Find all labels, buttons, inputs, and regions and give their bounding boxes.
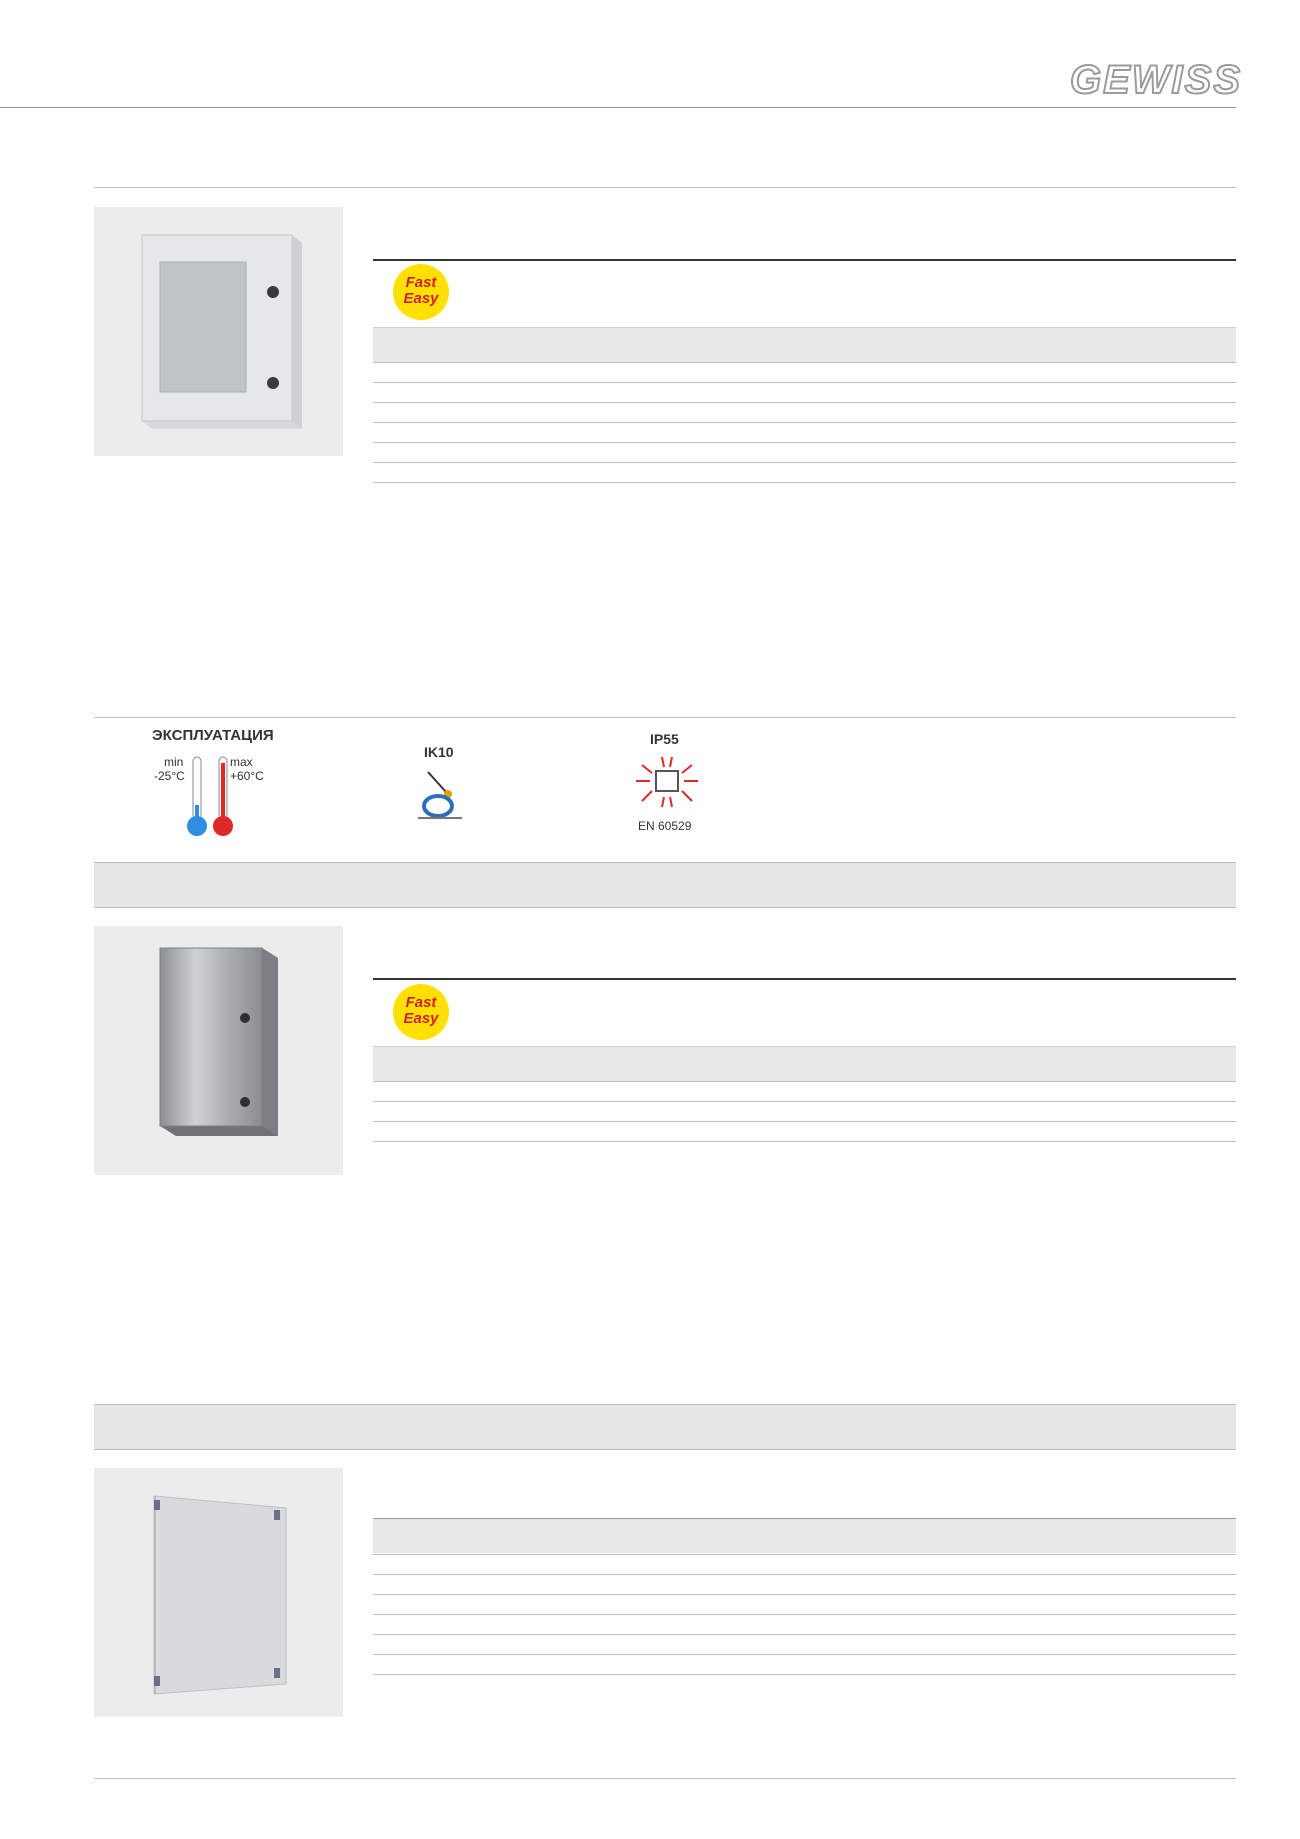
table-row (373, 1594, 1236, 1595)
section2-table-header (373, 1046, 1236, 1081)
icons-top-rule (94, 717, 1236, 718)
footer-rule (94, 1778, 1236, 1779)
table-row (373, 482, 1236, 483)
product-photo-panel (94, 1468, 343, 1717)
section1-table-top-rule (373, 259, 1236, 261)
section3-table-header (373, 1519, 1236, 1553)
table-row (373, 462, 1236, 463)
table-row (373, 382, 1236, 383)
brand-logo: GEWISS (1070, 58, 1243, 102)
table-row (373, 362, 1236, 363)
fast-easy-badge: Fast Easy (393, 984, 449, 1040)
table-row (373, 402, 1236, 403)
table-row (373, 1554, 1236, 1555)
header-rule (0, 107, 1236, 108)
section2-title-band (94, 862, 1236, 908)
table-row (373, 1674, 1236, 1675)
table-row (373, 1081, 1236, 1082)
table-row (373, 1634, 1236, 1635)
product-photo-window-enclosure (94, 207, 343, 456)
fast-easy-badge: Fast Easy (393, 264, 449, 320)
table-row (373, 442, 1236, 443)
operation-temperature-icon: ЭКСПЛУАТАЦИЯ min -25°C max +60°C (150, 727, 280, 837)
table-row (373, 1614, 1236, 1615)
table-row (373, 1121, 1236, 1122)
table-row (373, 1141, 1236, 1142)
impact-ik10-icon: IK10 (410, 740, 470, 830)
ip55-protection-icon: IP55 EN 60529 (638, 731, 692, 833)
product-photo-steel-enclosure (94, 926, 343, 1175)
section3-title-band (94, 1404, 1236, 1450)
section1-table-header (373, 328, 1236, 362)
table-row (373, 422, 1236, 423)
section2-table-top-rule (373, 978, 1236, 980)
section1-top-rule (94, 187, 1236, 188)
table-row (373, 1654, 1236, 1655)
table-row (373, 1101, 1236, 1102)
table-row (373, 1574, 1236, 1575)
